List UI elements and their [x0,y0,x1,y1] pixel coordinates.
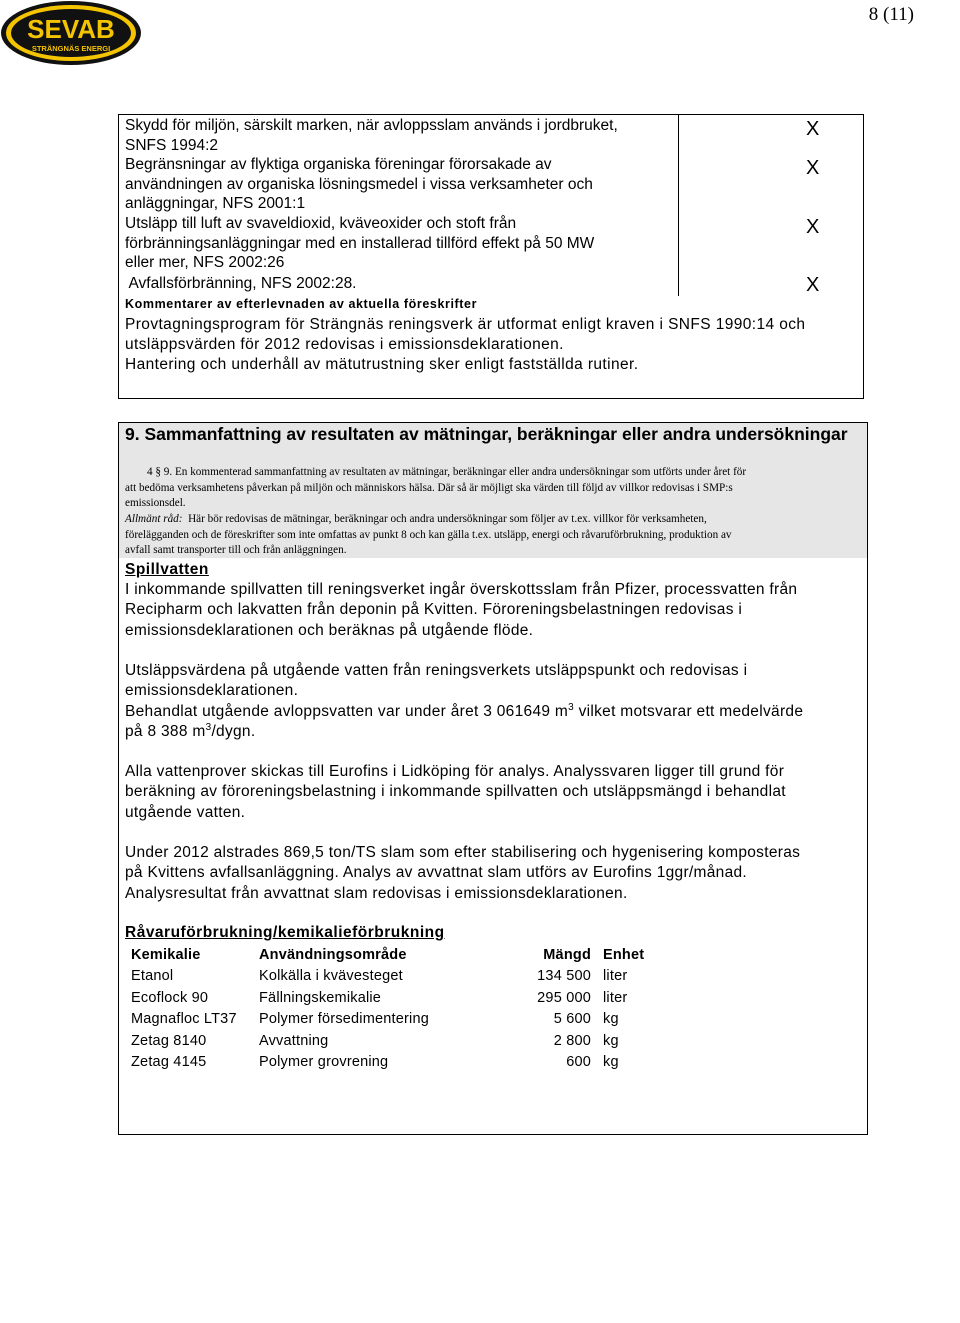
table-cell: 600 [566,1054,591,1071]
chemicals-table [125,944,669,1073]
comments-text: Provtagningsprogram för Strängnäs reningsverk är utformat enligt kraven i SNFS 1990:14 och utsläppsvärden för 2012 redovisas i emissionsdeklarationen. Hantering och underhåll av mätutrustning sker enligt fastställda rutiner. [125,316,806,373]
table-cell: 2 800 [553,1032,591,1049]
table-cell: Kolkälla i kvävesteget [259,968,403,985]
column-header: Användningsområde [259,946,407,963]
kemikalier-heading: Råvaruförbrukning/kemikalieförbrukning [125,924,445,941]
requirement-2: Begränsningar av flyktiga organiska föreningar förorsakade av användningen av organiska lösningsmedel i vissa verksamheter och anläggningar, NFS 2001:1 [125,156,593,212]
table-cell: kg [603,1011,619,1028]
column-divider [678,114,679,296]
table-row [125,1009,669,1031]
table-row [125,1052,669,1074]
spillvatten-paragraph-2: Utsläppsvärdena på utgående vatten från reningsverkets utsläppspunkt och redovisas i emissionsdeklarationen. Behandlat utgående avloppsvatten var under året 3 061649 $m^3$ vilket motsvarar ett medelvärde på 8 388 $m^3$/dygn. [125,662,804,740]
logo-text: SEVAB [27,14,115,44]
table-cell: liter [603,989,628,1006]
spillvatten-paragraph-4: Under 2012 alstrades 869,5 ton/TS slam som efter stabilisering och hygenisering komposteras på Kvittens avfallsanläggning. Analys av avvattnat slam utförs av Eurofins 1ggr/månad. Analysresultat från avvattnat slam redovisas i emissionsdeklarationen. [125,844,801,902]
table-cell: kg [603,1054,619,1071]
requirement-1: Skydd för miljön, särskilt marken, när avloppsslam används i jordbruket, SNFS 1994:2 [125,117,618,154]
table-cell: Etanol [131,968,174,985]
section-9-title: 9. Sammanfattning av resultaten av mätningar, beräkningar eller andra undersökningar [125,424,848,444]
law-text: 4 § 9. En kommenterad sammanfattning av resultaten av mätningar, beräkningar eller andra undersökningar som utförts under året för att bedöma verksamhetens påverkan på miljön och människors hälsa. Där så är möjligt ska värden till följd av villkor redovisas i SMP:s emissionsdel. [125,466,747,509]
table-cell: 295 000 [537,989,591,1006]
requirement-3-mark: X [806,216,820,238]
requirement-4: Avfallsförbränning, NFS 2002:28. [125,275,357,292]
table-cell: Polymer försedimentering [259,1011,430,1028]
table-row [125,987,669,1009]
column-header: Enhet [603,946,645,963]
spillvatten-heading: Spillvatten [125,561,209,578]
logo-subtext: STRÄNGNÄS ENERGI [31,44,111,53]
spillvatten-paragraph-3: Alla vattenprover skickas till Eurofins i Lidköping för analys. Analyssvaren ligger till grund för beräkning av föroreningsbelastning i inkommande spillvatten och utsläppsmängd i behandlat utgående vatten. [125,763,786,821]
table-cell: kg [603,1032,619,1049]
table-row [125,1030,669,1052]
table-cell: Zetag 8140 [131,1032,207,1049]
advice-text: Allmänt råd: Här bör redovisas de mätningar, beräkningar och andra undersökningar som följer av t.ex. villkor för verksamheten, förelägganden och de föreskrifter som inte omfattas av punkt 8 och kan gälla t.ex. utsläpp, energi och råvaruförbrukning, produktion av avfall samt transporter till och från anläggningen. [125,513,732,556]
column-header: Mängd [543,946,591,963]
page-number: 8 (11) [868,4,914,25]
requirement-2-mark: X [806,157,820,179]
sevab-logo [0,0,144,68]
table-cell: Fällningskemikalie [259,989,382,1006]
table-header-row [125,944,669,966]
table-row [125,966,669,988]
spillvatten-paragraph-1: I inkommande spillvatten till reningsverket ingår överskottsslam från Pfizer, processvatten från Recipharm och lakvatten från deponin på Kvitten. Föroreningsbelastningen redovisas i emissionsdeklarationen och beräknas på utgående flöde. [125,581,798,639]
table-cell: 5 600 [553,1011,591,1028]
requirement-1-mark: X [806,118,820,140]
table-cell: Magnafloc LT37 [131,1011,237,1028]
column-header: Kemikalie [131,946,201,963]
table-cell: Polymer grovrening [259,1054,389,1071]
table-cell: Zetag 4145 [131,1054,207,1071]
table-cell: liter [603,968,628,985]
comments-heading: Kommentarer av efterlevnaden av aktuella föreskrifter [125,297,478,311]
table-cell: Ecoflock 90 [131,989,209,1006]
table-cell: 134 500 [537,968,591,985]
requirement-4-mark: X [806,274,820,296]
table-cell: Avvattning [259,1032,329,1049]
requirement-3: Utsläpp till luft av svaveldioxid, kväveoxider och stoft från förbränningsanläggningar med en installerad tillförd effekt på 50 MW eller mer, NFS 2002:26 [125,215,595,271]
